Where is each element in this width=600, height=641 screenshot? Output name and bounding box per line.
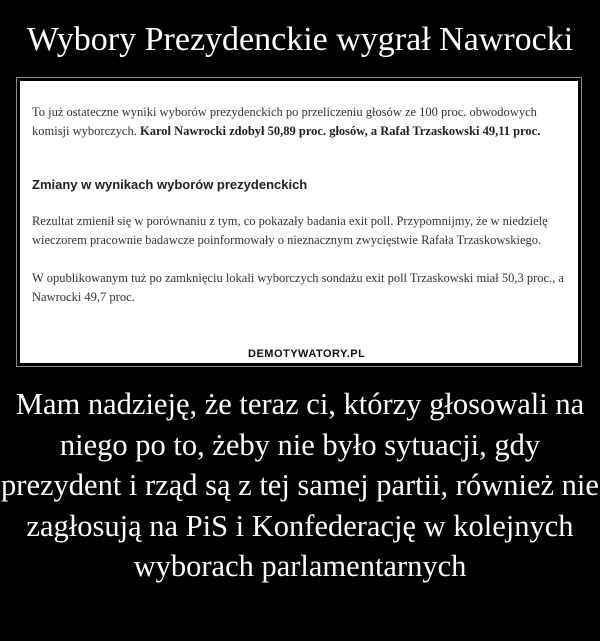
article-paragraph-3: W opublikowanym tuż po zamknięciu lokali wyborczych sondażu exit poll Trzaskowski miał 50,3 proc., a Nawrocki 49,7 proc. bbox=[32, 271, 564, 304]
article-paragraph-2: Rezultat zmienił się w porównaniu z tym, co pokazały badania exit poll. Przypomnijmy, że w niedzielę wieczorem pracownie badawcze poinformowały o nieznacznym zwycięstwie Rafała Trzaskowskiego. bbox=[32, 214, 548, 247]
article-heading: Zmiany w wynikach wyborów prezydenckich bbox=[32, 177, 308, 192]
article-intro-bold: Karol Nawrocki zdobył 50,89 proc. głosów, a Rafał Trzaskowski 49,11 proc. bbox=[139, 124, 541, 138]
meme-title: Wybory Prezydenckie wygrał Nawrocki bbox=[26, 21, 574, 58]
article-intro bbox=[32, 103, 566, 141]
meme-caption: Mam nadzieję, że teraz ci, którzy głosowali na niego po to, żeby nie było sytuacji, gdy prezydent i rząd są z tej samej partii, również nie zagłosują na PiS i Konfederację w kolejnych wyborach parlamentarnych bbox=[1, 387, 599, 583]
watermark: DEMOTYWATORY.PL bbox=[242, 348, 371, 360]
image-frame bbox=[16, 77, 582, 367]
article-screenshot bbox=[20, 81, 578, 363]
article-intro-text: To już ostateczne wyniki wyborów prezydenckich po przeliczeniu głosów ze 100 proc. obwodowych komisji wyborczych. bbox=[32, 105, 537, 138]
